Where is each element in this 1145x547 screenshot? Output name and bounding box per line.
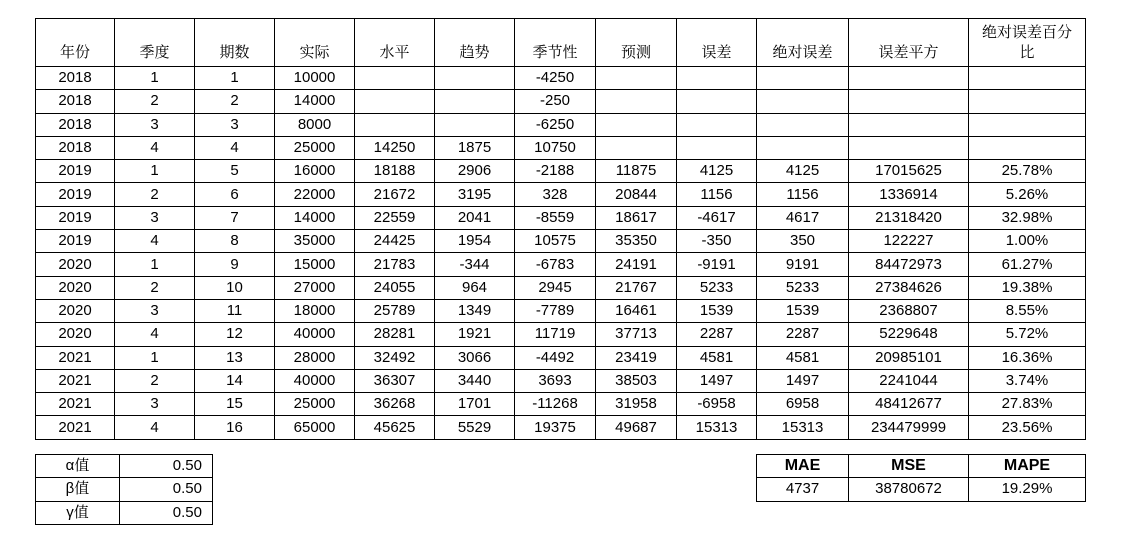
column-header: 年份 bbox=[36, 19, 115, 67]
cell bbox=[677, 67, 757, 90]
cell: 27000 bbox=[275, 276, 355, 299]
table-row bbox=[36, 253, 1086, 276]
cell: 1921 bbox=[435, 323, 515, 346]
cell: 1 bbox=[115, 67, 195, 90]
cell: 234479999 bbox=[849, 416, 969, 439]
cell: 1349 bbox=[435, 299, 515, 322]
parameter-row bbox=[36, 501, 213, 524]
cell: 27384626 bbox=[849, 276, 969, 299]
cell: 15313 bbox=[757, 416, 849, 439]
cell: 5.26% bbox=[969, 183, 1086, 206]
cell: 2019 bbox=[36, 183, 115, 206]
cell: 2368807 bbox=[849, 299, 969, 322]
cell: -6958 bbox=[677, 393, 757, 416]
cell: 5233 bbox=[677, 276, 757, 299]
cell bbox=[435, 67, 515, 90]
cell: 5.72% bbox=[969, 323, 1086, 346]
cell: 4 bbox=[115, 136, 195, 159]
cell bbox=[596, 90, 677, 113]
cell: -4250 bbox=[515, 67, 596, 90]
table-row bbox=[36, 230, 1086, 253]
metric-value: 19.29% bbox=[969, 478, 1086, 501]
cell bbox=[355, 90, 435, 113]
cell: 1 bbox=[115, 346, 195, 369]
cell: 3066 bbox=[435, 346, 515, 369]
cell: 15 bbox=[195, 393, 275, 416]
cell: 1 bbox=[195, 67, 275, 90]
header-row bbox=[36, 19, 1086, 67]
cell: 40000 bbox=[275, 369, 355, 392]
cell: -9191 bbox=[677, 253, 757, 276]
cell: 65000 bbox=[275, 416, 355, 439]
cell: 3195 bbox=[435, 183, 515, 206]
parameter-label: γ值 bbox=[36, 501, 120, 524]
column-header: 趋势 bbox=[435, 19, 515, 67]
cell: 18000 bbox=[275, 299, 355, 322]
cell: 32492 bbox=[355, 346, 435, 369]
cell: 27.83% bbox=[969, 393, 1086, 416]
cell bbox=[757, 136, 849, 159]
cell: 15313 bbox=[677, 416, 757, 439]
cell: 122227 bbox=[849, 230, 969, 253]
parameters-table bbox=[35, 454, 213, 525]
cell: 21318420 bbox=[849, 206, 969, 229]
cell: 1497 bbox=[757, 369, 849, 392]
cell: 2287 bbox=[757, 323, 849, 346]
cell: 1336914 bbox=[849, 183, 969, 206]
cell: 4125 bbox=[757, 160, 849, 183]
parameter-row bbox=[36, 455, 213, 478]
cell: 3440 bbox=[435, 369, 515, 392]
table-row bbox=[36, 183, 1086, 206]
column-header: 季度 bbox=[115, 19, 195, 67]
cell: -250 bbox=[515, 90, 596, 113]
cell: 16461 bbox=[596, 299, 677, 322]
cell bbox=[969, 67, 1086, 90]
cell: 2021 bbox=[36, 393, 115, 416]
cell bbox=[596, 136, 677, 159]
cell: -6250 bbox=[515, 113, 596, 136]
cell: 4581 bbox=[677, 346, 757, 369]
parameter-value: 0.50 bbox=[120, 501, 213, 524]
table-row bbox=[36, 323, 1086, 346]
cell: 350 bbox=[757, 230, 849, 253]
cell bbox=[969, 136, 1086, 159]
cell: 4 bbox=[115, 230, 195, 253]
column-header: 实际 bbox=[275, 19, 355, 67]
cell: 2241044 bbox=[849, 369, 969, 392]
cell: 14000 bbox=[275, 206, 355, 229]
cell: 10750 bbox=[515, 136, 596, 159]
column-header: 误差 bbox=[677, 19, 757, 67]
cell: 84472973 bbox=[849, 253, 969, 276]
cell: 2018 bbox=[36, 90, 115, 113]
cell: 17015625 bbox=[849, 160, 969, 183]
table-row bbox=[36, 206, 1086, 229]
cell: 14250 bbox=[355, 136, 435, 159]
column-header: 预测 bbox=[596, 19, 677, 67]
cell: -4492 bbox=[515, 346, 596, 369]
table-row bbox=[36, 90, 1086, 113]
parameter-label: α值 bbox=[36, 455, 120, 478]
cell: 2287 bbox=[677, 323, 757, 346]
cell: 22559 bbox=[355, 206, 435, 229]
cell: 5233 bbox=[757, 276, 849, 299]
cell: -7789 bbox=[515, 299, 596, 322]
parameter-value: 0.50 bbox=[120, 478, 213, 501]
cell bbox=[435, 113, 515, 136]
cell: 6958 bbox=[757, 393, 849, 416]
cell bbox=[969, 90, 1086, 113]
cell bbox=[969, 113, 1086, 136]
metrics-table bbox=[756, 454, 1086, 502]
cell: 1.00% bbox=[969, 230, 1086, 253]
cell: 8 bbox=[195, 230, 275, 253]
cell: 9 bbox=[195, 253, 275, 276]
cell: 3693 bbox=[515, 369, 596, 392]
cell: -4617 bbox=[677, 206, 757, 229]
cell: 24055 bbox=[355, 276, 435, 299]
cell: 2 bbox=[115, 183, 195, 206]
cell: 61.27% bbox=[969, 253, 1086, 276]
cell bbox=[849, 113, 969, 136]
cell: 1875 bbox=[435, 136, 515, 159]
cell: 5 bbox=[195, 160, 275, 183]
cell: 25.78% bbox=[969, 160, 1086, 183]
cell bbox=[757, 67, 849, 90]
cell: 2018 bbox=[36, 67, 115, 90]
cell: 5229648 bbox=[849, 323, 969, 346]
forecast-table bbox=[35, 18, 1086, 440]
cell bbox=[355, 67, 435, 90]
cell: -6783 bbox=[515, 253, 596, 276]
cell: 21767 bbox=[596, 276, 677, 299]
cell: 10000 bbox=[275, 67, 355, 90]
cell: 1 bbox=[115, 253, 195, 276]
cell: 18617 bbox=[596, 206, 677, 229]
column-header: 水平 bbox=[355, 19, 435, 67]
column-header: 期数 bbox=[195, 19, 275, 67]
cell: 2018 bbox=[36, 113, 115, 136]
cell: 2020 bbox=[36, 299, 115, 322]
cell: 1539 bbox=[757, 299, 849, 322]
metric-value: 4737 bbox=[757, 478, 849, 501]
cell: -2188 bbox=[515, 160, 596, 183]
cell bbox=[757, 113, 849, 136]
cell: 3 bbox=[115, 206, 195, 229]
cell: 10575 bbox=[515, 230, 596, 253]
cell: 9191 bbox=[757, 253, 849, 276]
cell: 14000 bbox=[275, 90, 355, 113]
cell: 3 bbox=[195, 113, 275, 136]
cell: 1954 bbox=[435, 230, 515, 253]
parameter-label: β值 bbox=[36, 478, 120, 501]
cell bbox=[849, 67, 969, 90]
cell: 25000 bbox=[275, 136, 355, 159]
cell: 35000 bbox=[275, 230, 355, 253]
cell: 11719 bbox=[515, 323, 596, 346]
cell: 1539 bbox=[677, 299, 757, 322]
column-header: 误差平方 bbox=[849, 19, 969, 67]
cell bbox=[596, 67, 677, 90]
cell: 1 bbox=[115, 160, 195, 183]
cell: 2019 bbox=[36, 160, 115, 183]
table-row bbox=[36, 67, 1086, 90]
table-row bbox=[36, 160, 1086, 183]
cell bbox=[849, 136, 969, 159]
cell: 19.38% bbox=[969, 276, 1086, 299]
cell: 3.74% bbox=[969, 369, 1086, 392]
cell: 2 bbox=[115, 369, 195, 392]
cell: 4 bbox=[115, 323, 195, 346]
cell: 20844 bbox=[596, 183, 677, 206]
metric-header: MAE bbox=[757, 455, 849, 478]
metric-header: MAPE bbox=[969, 455, 1086, 478]
table-row bbox=[36, 346, 1086, 369]
cell: -350 bbox=[677, 230, 757, 253]
parameter-row bbox=[36, 478, 213, 501]
cell: 11875 bbox=[596, 160, 677, 183]
cell: 16.36% bbox=[969, 346, 1086, 369]
table-row bbox=[36, 393, 1086, 416]
cell: 21783 bbox=[355, 253, 435, 276]
cell: 2020 bbox=[36, 276, 115, 299]
cell: 16000 bbox=[275, 160, 355, 183]
cell: -8559 bbox=[515, 206, 596, 229]
metric-value: 38780672 bbox=[849, 478, 969, 501]
cell: 37713 bbox=[596, 323, 677, 346]
cell: 35350 bbox=[596, 230, 677, 253]
cell bbox=[355, 113, 435, 136]
cell: 6 bbox=[195, 183, 275, 206]
cell: 2020 bbox=[36, 253, 115, 276]
cell: 2041 bbox=[435, 206, 515, 229]
cell: 23419 bbox=[596, 346, 677, 369]
cell: 4581 bbox=[757, 346, 849, 369]
cell: 1156 bbox=[677, 183, 757, 206]
cell bbox=[849, 90, 969, 113]
cell bbox=[677, 113, 757, 136]
cell: 13 bbox=[195, 346, 275, 369]
cell: 36307 bbox=[355, 369, 435, 392]
cell: 20985101 bbox=[849, 346, 969, 369]
cell: -11268 bbox=[515, 393, 596, 416]
cell: 2021 bbox=[36, 346, 115, 369]
cell: 7 bbox=[195, 206, 275, 229]
table-row bbox=[36, 276, 1086, 299]
cell: 328 bbox=[515, 183, 596, 206]
cell: 3 bbox=[115, 113, 195, 136]
cell: 2021 bbox=[36, 416, 115, 439]
cell: 964 bbox=[435, 276, 515, 299]
cell: 40000 bbox=[275, 323, 355, 346]
cell: 2019 bbox=[36, 230, 115, 253]
cell: 2906 bbox=[435, 160, 515, 183]
cell: 2019 bbox=[36, 206, 115, 229]
cell: 25000 bbox=[275, 393, 355, 416]
cell: 28000 bbox=[275, 346, 355, 369]
cell: 45625 bbox=[355, 416, 435, 439]
table-row bbox=[36, 416, 1086, 439]
column-header-text: 绝对误差百分 比 bbox=[981, 24, 1072, 61]
cell: 21672 bbox=[355, 183, 435, 206]
cell: 3 bbox=[115, 393, 195, 416]
cell: 23.56% bbox=[969, 416, 1086, 439]
cell: 2021 bbox=[36, 369, 115, 392]
cell: 5529 bbox=[435, 416, 515, 439]
cell: 24425 bbox=[355, 230, 435, 253]
cell: 4 bbox=[115, 416, 195, 439]
metrics-header-row bbox=[757, 455, 1086, 478]
cell: 25789 bbox=[355, 299, 435, 322]
column-header bbox=[969, 19, 1086, 67]
cell: 1701 bbox=[435, 393, 515, 416]
cell: 2 bbox=[115, 276, 195, 299]
cell: 4125 bbox=[677, 160, 757, 183]
cell: 18188 bbox=[355, 160, 435, 183]
cell: 1497 bbox=[677, 369, 757, 392]
table-row bbox=[36, 113, 1086, 136]
cell: 14 bbox=[195, 369, 275, 392]
cell bbox=[677, 90, 757, 113]
cell: 36268 bbox=[355, 393, 435, 416]
cell: 19375 bbox=[515, 416, 596, 439]
cell: 31958 bbox=[596, 393, 677, 416]
cell: 16 bbox=[195, 416, 275, 439]
cell: 2020 bbox=[36, 323, 115, 346]
metrics-value-row bbox=[757, 478, 1086, 501]
cell: 11 bbox=[195, 299, 275, 322]
cell: 38503 bbox=[596, 369, 677, 392]
cell: 2945 bbox=[515, 276, 596, 299]
cell: 8000 bbox=[275, 113, 355, 136]
cell bbox=[596, 113, 677, 136]
cell: 32.98% bbox=[969, 206, 1086, 229]
cell: 2 bbox=[195, 90, 275, 113]
table-row bbox=[36, 369, 1086, 392]
cell: 12 bbox=[195, 323, 275, 346]
cell: 2018 bbox=[36, 136, 115, 159]
cell: 1156 bbox=[757, 183, 849, 206]
cell bbox=[435, 90, 515, 113]
parameter-value: 0.50 bbox=[120, 455, 213, 478]
cell: 2 bbox=[115, 90, 195, 113]
cell: 49687 bbox=[596, 416, 677, 439]
cell: 4 bbox=[195, 136, 275, 159]
cell: 15000 bbox=[275, 253, 355, 276]
metric-header: MSE bbox=[849, 455, 969, 478]
cell: 8.55% bbox=[969, 299, 1086, 322]
cell: 10 bbox=[195, 276, 275, 299]
cell: -344 bbox=[435, 253, 515, 276]
cell: 24191 bbox=[596, 253, 677, 276]
cell bbox=[677, 136, 757, 159]
cell: 3 bbox=[115, 299, 195, 322]
cell bbox=[757, 90, 849, 113]
cell: 48412677 bbox=[849, 393, 969, 416]
table-row bbox=[36, 299, 1086, 322]
table-row bbox=[36, 136, 1086, 159]
column-header: 季节性 bbox=[515, 19, 596, 67]
cell: 22000 bbox=[275, 183, 355, 206]
column-header: 绝对误差 bbox=[757, 19, 849, 67]
cell: 28281 bbox=[355, 323, 435, 346]
cell: 4617 bbox=[757, 206, 849, 229]
